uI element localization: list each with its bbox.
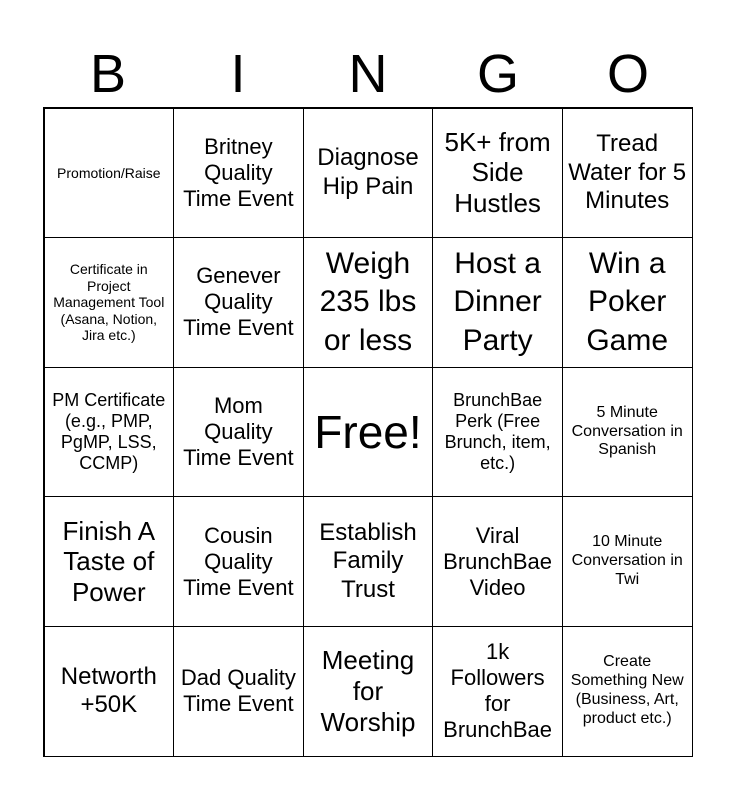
bingo-cell[interactable]: 1k Followers for BrunchBae: [432, 626, 563, 757]
bingo-cell[interactable]: Networth +50K: [44, 626, 175, 757]
bingo-cell[interactable]: Genever Quality Time Event: [173, 237, 304, 368]
bingo-cell[interactable]: Mom Quality Time Event: [173, 367, 304, 498]
bingo-cell[interactable]: Meeting for Worship: [303, 626, 434, 757]
bingo-cell[interactable]: Certificate in Project Management Tool (Asana, Notion, Jira etc.): [44, 237, 175, 368]
bingo-cell[interactable]: Weigh 235 lbs or less: [303, 237, 434, 368]
bingo-cell[interactable]: Diagnose Hip Pain: [303, 108, 434, 239]
header-letter-n: N: [348, 44, 388, 104]
bingo-cell[interactable]: Finish A Taste of Power: [44, 496, 175, 627]
bingo-cell[interactable]: Host a Dinner Party: [432, 237, 563, 368]
bingo-cell[interactable]: Tread Water for 5 Minutes: [562, 108, 693, 239]
header-letter-b: B: [89, 44, 127, 104]
bingo-cell[interactable]: Viral BrunchBae Video: [432, 496, 563, 627]
bingo-grid: [43, 107, 693, 757]
bingo-cell[interactable]: Dad Quality Time Event: [173, 626, 304, 757]
bingo-cell[interactable]: 10 Minute Conversation in Twi: [562, 496, 693, 627]
header-letter-g: G: [476, 44, 519, 104]
bingo-cell[interactable]: Create Something New (Business, Art, product etc.): [562, 626, 693, 757]
bingo-header: [43, 40, 693, 108]
bingo-cell[interactable]: Win a Poker Game: [562, 237, 693, 368]
bingo-cell[interactable]: Britney Quality Time Event: [173, 108, 304, 239]
bingo-cell[interactable]: PM Certificate (e.g., PMP, PgMP, LSS, CCMP): [44, 367, 175, 498]
header-letter-i: I: [230, 44, 246, 104]
bingo-cell[interactable]: 5K+ from Side Hustles: [432, 108, 563, 239]
bingo-cell[interactable]: BrunchBae Perk (Free Brunch, item, etc.): [432, 367, 563, 498]
header-letter-o: O: [606, 44, 649, 104]
bingo-cell[interactable]: Establish Family Trust: [303, 496, 434, 627]
bingo-cell[interactable]: Promotion/Raise: [44, 108, 175, 239]
bingo-cell[interactable]: Cousin Quality Time Event: [173, 496, 304, 627]
free-space-cell[interactable]: Free!: [303, 367, 434, 498]
bingo-cell[interactable]: 5 Minute Conversation in Spanish: [562, 367, 693, 498]
